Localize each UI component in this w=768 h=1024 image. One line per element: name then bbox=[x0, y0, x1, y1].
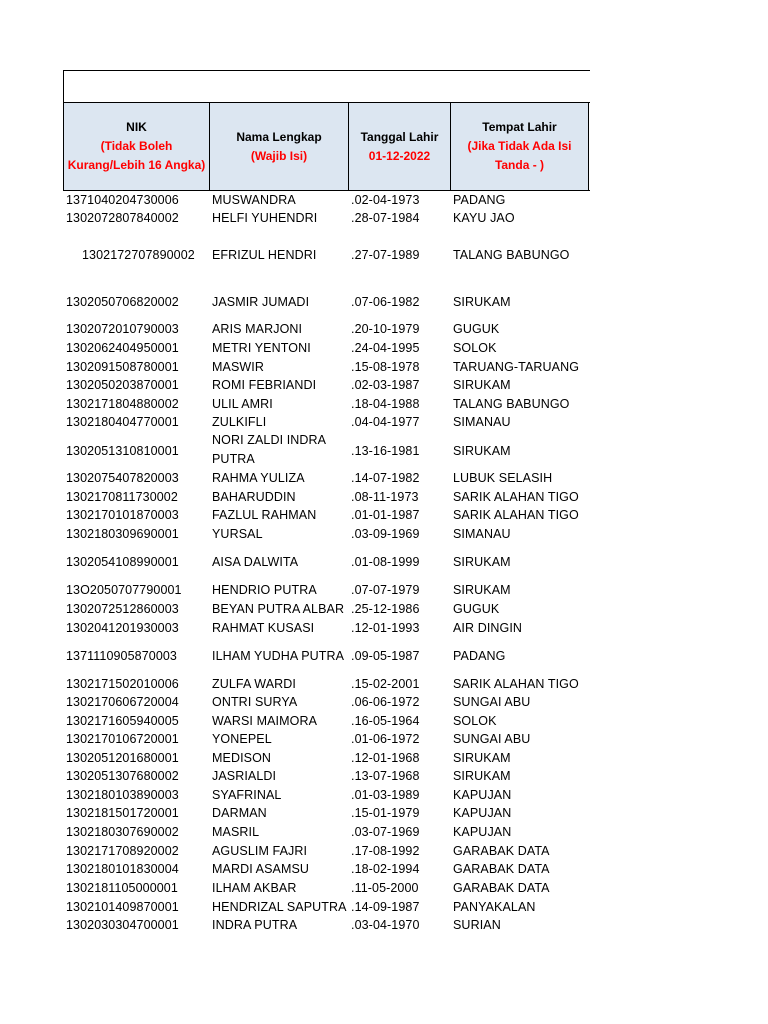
nama-cell: RAHMA YULIZA bbox=[212, 471, 305, 485]
tanggal-lahir-cell: .03-07-1969 bbox=[351, 825, 420, 839]
nik-cell: 1302091508780001 bbox=[66, 360, 179, 374]
tempat-lahir-cell: GUGUK bbox=[453, 602, 500, 616]
nik-cell: 1302180404770001 bbox=[66, 415, 179, 429]
tempat-lahir-cell: KAPUJAN bbox=[453, 806, 512, 820]
nama-cell: BEYAN PUTRA ALBAR bbox=[212, 602, 345, 616]
tanggal-lahir-cell: .12-01-1968 bbox=[351, 751, 420, 765]
nama-cell: DARMAN bbox=[212, 806, 267, 820]
tanggal-lahir-cell: .15-01-1979 bbox=[351, 806, 420, 820]
tempat-lahir-cell: SIRUKAM bbox=[453, 444, 511, 458]
nik-cell: 1302051307680002 bbox=[66, 769, 179, 783]
tempat-lahir-cell: SIRUKAM bbox=[453, 378, 511, 392]
tanggal-lahir-cell: .02-04-1973 bbox=[351, 193, 420, 207]
tanggal-lahir-cell: .07-07-1979 bbox=[351, 583, 420, 597]
nik-cell: 1302170101870003 bbox=[66, 508, 179, 522]
tempat-lahir-cell: TALANG BABUNGO bbox=[453, 248, 570, 262]
nik-cell: 1302101409870001 bbox=[66, 900, 179, 914]
tanggal-lahir-cell: .18-02-1994 bbox=[351, 862, 420, 876]
tempat-lahir-cell: SUNGAI ABU bbox=[453, 732, 531, 746]
tanggal-lahir-cell: .20-10-1979 bbox=[351, 322, 420, 336]
tempat-lahir-cell: SOLOK bbox=[453, 714, 497, 728]
header-nik-note2: Kurang/Lebih 16 Angka) bbox=[67, 158, 206, 172]
tanggal-lahir-cell: .07-06-1982 bbox=[351, 295, 420, 309]
nama-cell: ILHAM YUDHA PUTRA bbox=[212, 649, 345, 663]
tanggal-lahir-cell: .17-08-1992 bbox=[351, 844, 420, 858]
nik-cell: 1302054108990001 bbox=[66, 555, 179, 569]
tanggal-lahir-cell: .03-04-1970 bbox=[351, 918, 420, 932]
nik-cell: 1302041201930003 bbox=[66, 621, 179, 635]
header-tempat-label: Tempat Lahir bbox=[482, 120, 557, 134]
tanggal-lahir-cell: .06-06-1972 bbox=[351, 695, 420, 709]
tanggal-lahir-cell: .01-03-1989 bbox=[351, 788, 420, 802]
nik-cell: 1302072512860003 bbox=[66, 602, 179, 616]
tempat-lahir-cell: SIRUKAM bbox=[453, 295, 511, 309]
nik-cell: 1302050203870001 bbox=[66, 378, 179, 392]
tanggal-lahir-cell: .18-04-1988 bbox=[351, 397, 420, 411]
nik-cell: 1302170106720001 bbox=[66, 732, 179, 746]
tanggal-lahir-cell: .24-04-1995 bbox=[351, 341, 420, 355]
nama-cell: AISA DALWITA bbox=[212, 555, 299, 569]
nik-cell: 1302062404950001 bbox=[66, 341, 179, 355]
nik-cell: 1302050706820002 bbox=[66, 295, 179, 309]
nik-cell: 1302171502010006 bbox=[66, 677, 179, 691]
nama-cell: HELFI YUHENDRI bbox=[212, 211, 318, 225]
nama-cell: HENDRIZAL SAPUTRA bbox=[212, 900, 347, 914]
header-nama bbox=[209, 103, 349, 190]
nama-cell: ROMI FEBRIANDI bbox=[212, 378, 317, 392]
tempat-lahir-cell: SIRUKAM bbox=[453, 583, 511, 597]
nama-cell: ULIL AMRI bbox=[212, 397, 273, 411]
nama-cell: RAHMAT KUSASI bbox=[212, 621, 315, 635]
nik-cell: 1302171605940005 bbox=[66, 714, 179, 728]
nama-cell: ZULFA WARDI bbox=[212, 677, 296, 691]
nama-cell: FAZLUL RAHMAN bbox=[212, 508, 317, 522]
header-nama-note1: (Wajib Isi) bbox=[250, 148, 308, 163]
nik-cell: 1302180101830004 bbox=[66, 862, 179, 876]
header-tanggal-note1: 01-12-2022 bbox=[368, 148, 431, 163]
tanggal-lahir-cell: .03-09-1969 bbox=[351, 527, 420, 541]
nama-cell: MEDISON bbox=[212, 751, 272, 765]
nama-cell: ARIS MARJONI bbox=[212, 322, 303, 336]
tempat-lahir-cell: SARIK ALAHAN TIGO bbox=[453, 508, 579, 522]
tempat-lahir-cell: SIMANAU bbox=[453, 527, 511, 541]
nama-cell: MASRIL bbox=[212, 825, 260, 839]
nama-cell: WARSI MAIMORA bbox=[212, 714, 318, 728]
nama-cell: JASRIALDI bbox=[212, 769, 277, 783]
nama-cell: ONTRI SURYA bbox=[212, 695, 298, 709]
tanggal-lahir-cell: .01-01-1987 bbox=[351, 508, 420, 522]
tempat-lahir-cell: PADANG bbox=[453, 193, 506, 207]
tanggal-lahir-cell: .27-07-1989 bbox=[351, 248, 420, 262]
nik-cell: 1302075407820003 bbox=[66, 471, 179, 485]
table-header bbox=[63, 102, 590, 191]
tanggal-lahir-cell: .14-09-1987 bbox=[351, 900, 420, 914]
nama-cell: JASMIR JUMADI bbox=[212, 295, 310, 309]
header-nama-label: Nama Lengkap bbox=[236, 129, 322, 144]
nik-cell: 1302072010790003 bbox=[66, 322, 179, 336]
nama-cell: MASWIR bbox=[212, 360, 264, 374]
tempat-lahir-cell: SIRUKAM bbox=[453, 769, 511, 783]
tanggal-lahir-cell: .11-05-2000 bbox=[351, 881, 419, 895]
tanggal-lahir-cell: .14-07-1982 bbox=[351, 471, 420, 485]
nik-cell: 1302172707890002 bbox=[82, 248, 195, 262]
tempat-lahir-cell: TALANG BABUNGO bbox=[453, 397, 570, 411]
nik-cell: 1302181501720001 bbox=[66, 806, 179, 820]
nama-cell: ILHAM AKBAR bbox=[212, 881, 297, 895]
tempat-lahir-cell: GARABAK DATA bbox=[453, 862, 550, 876]
nik-cell: 1302171708920002 bbox=[66, 844, 179, 858]
nik-cell: 1371040204730006 bbox=[66, 193, 179, 207]
tanggal-lahir-cell: .28-07-1984 bbox=[351, 211, 420, 225]
tanggal-lahir-cell: .01-08-1999 bbox=[351, 555, 420, 569]
header-tempat-note1: (Jika Tidak Ada Isi bbox=[467, 139, 572, 153]
tempat-lahir-cell: GUGUK bbox=[453, 322, 500, 336]
tempat-lahir-cell: SARIK ALAHAN TIGO bbox=[453, 677, 579, 691]
nama-cell: SYAFRINAL bbox=[212, 788, 282, 802]
tempat-lahir-cell: KAPUJAN bbox=[453, 788, 512, 802]
nik-cell: 13O2050707790001 bbox=[66, 583, 182, 597]
nik-cell: 1302170811730002 bbox=[66, 490, 178, 504]
header-tanggal bbox=[348, 103, 451, 190]
header-nik-note1: (Tidak Boleh bbox=[100, 139, 173, 153]
tempat-lahir-cell: SUNGAI ABU bbox=[453, 695, 531, 709]
tempat-lahir-cell: SARIK ALAHAN TIGO bbox=[453, 490, 579, 504]
nik-cell: 1302030304700001 bbox=[66, 918, 179, 932]
nama-cell: NORI ZALDI INDRA PUTRA bbox=[212, 433, 326, 466]
nama-cell: MUSWANDRA bbox=[212, 193, 296, 207]
nik-cell: 1302180307690002 bbox=[66, 825, 179, 839]
tanggal-lahir-cell: .15-08-1978 bbox=[351, 360, 420, 374]
nama-cell: ZULKIFLI bbox=[212, 415, 267, 429]
tanggal-lahir-cell: .25-12-1986 bbox=[351, 602, 420, 616]
nama-cell: INDRA PUTRA bbox=[212, 918, 298, 932]
tempat-lahir-cell: SOLOK bbox=[453, 341, 497, 355]
tempat-lahir-cell: SIRUKAM bbox=[453, 751, 511, 765]
nama-cell: EFRIZUL HENDRI bbox=[212, 248, 317, 262]
tempat-lahir-cell: SIMANAU bbox=[453, 415, 511, 429]
tempat-lahir-cell: PADANG bbox=[453, 649, 506, 663]
header-tanggal-label: Tanggal Lahir bbox=[360, 129, 439, 144]
tempat-lahir-cell: SURIAN bbox=[453, 918, 501, 932]
nik-cell: 1302180309690001 bbox=[66, 527, 179, 541]
nik-cell: 1302180103890003 bbox=[66, 788, 179, 802]
header-nik bbox=[63, 103, 210, 190]
tanggal-lahir-cell: .12-01-1993 bbox=[351, 621, 420, 635]
tanggal-lahir-cell: .04-04-1977 bbox=[351, 415, 420, 429]
tanggal-lahir-cell: .13-16-1981 bbox=[351, 444, 420, 458]
nik-cell: 1302051310810001 bbox=[66, 444, 179, 458]
tempat-lahir-cell: SIRUKAM bbox=[453, 555, 511, 569]
tempat-lahir-cell: KAPUJAN bbox=[453, 825, 512, 839]
tempat-lahir-cell: GARABAK DATA bbox=[453, 844, 550, 858]
tempat-lahir-cell: AIR DINGIN bbox=[453, 621, 523, 635]
nik-cell: 1302181105000001 bbox=[66, 881, 178, 895]
title-cell bbox=[63, 70, 590, 103]
nik-cell: 1371110905870003 bbox=[66, 649, 177, 663]
nama-cell: BAHARUDDIN bbox=[212, 490, 296, 504]
nama-cell: HENDRIO PUTRA bbox=[212, 583, 317, 597]
tanggal-lahir-cell: .15-02-2001 bbox=[351, 677, 420, 691]
nama-cell: YURSAL bbox=[212, 527, 263, 541]
nama-cell: MARDI ASAMSU bbox=[212, 862, 310, 876]
tempat-lahir-cell: PANYAKALAN bbox=[453, 900, 536, 914]
nik-cell: 1302171804880002 bbox=[66, 397, 179, 411]
tempat-lahir-cell: KAYU JAO bbox=[453, 211, 515, 225]
nik-cell: 1302170606720004 bbox=[66, 695, 179, 709]
tanggal-lahir-cell: .09-05-1987 bbox=[351, 649, 420, 663]
tanggal-lahir-cell: .13-07-1968 bbox=[351, 769, 420, 783]
tempat-lahir-cell: TARUANG-TARUANG bbox=[453, 360, 580, 374]
nik-cell: 1302051201680001 bbox=[66, 751, 179, 765]
nama-cell: YONEPEL bbox=[212, 732, 272, 746]
tempat-lahir-cell: LUBUK SELASIH bbox=[453, 471, 553, 485]
nik-cell: 1302072807840002 bbox=[66, 211, 179, 225]
tanggal-lahir-cell: .01-06-1972 bbox=[351, 732, 420, 746]
tanggal-lahir-cell: .16-05-1964 bbox=[351, 714, 420, 728]
header-tempat bbox=[450, 103, 589, 190]
tanggal-lahir-cell: .08-11-1973 bbox=[351, 490, 419, 504]
header-nik-label: NIK bbox=[126, 120, 147, 134]
nama-cell: AGUSLIM FAJRI bbox=[212, 844, 308, 858]
nama-cell: METRI YENTONI bbox=[212, 341, 311, 355]
tempat-lahir-cell: GARABAK DATA bbox=[453, 881, 550, 895]
header-tempat-note2: Tanda - ) bbox=[494, 158, 545, 172]
tanggal-lahir-cell: .02-03-1987 bbox=[351, 378, 420, 392]
